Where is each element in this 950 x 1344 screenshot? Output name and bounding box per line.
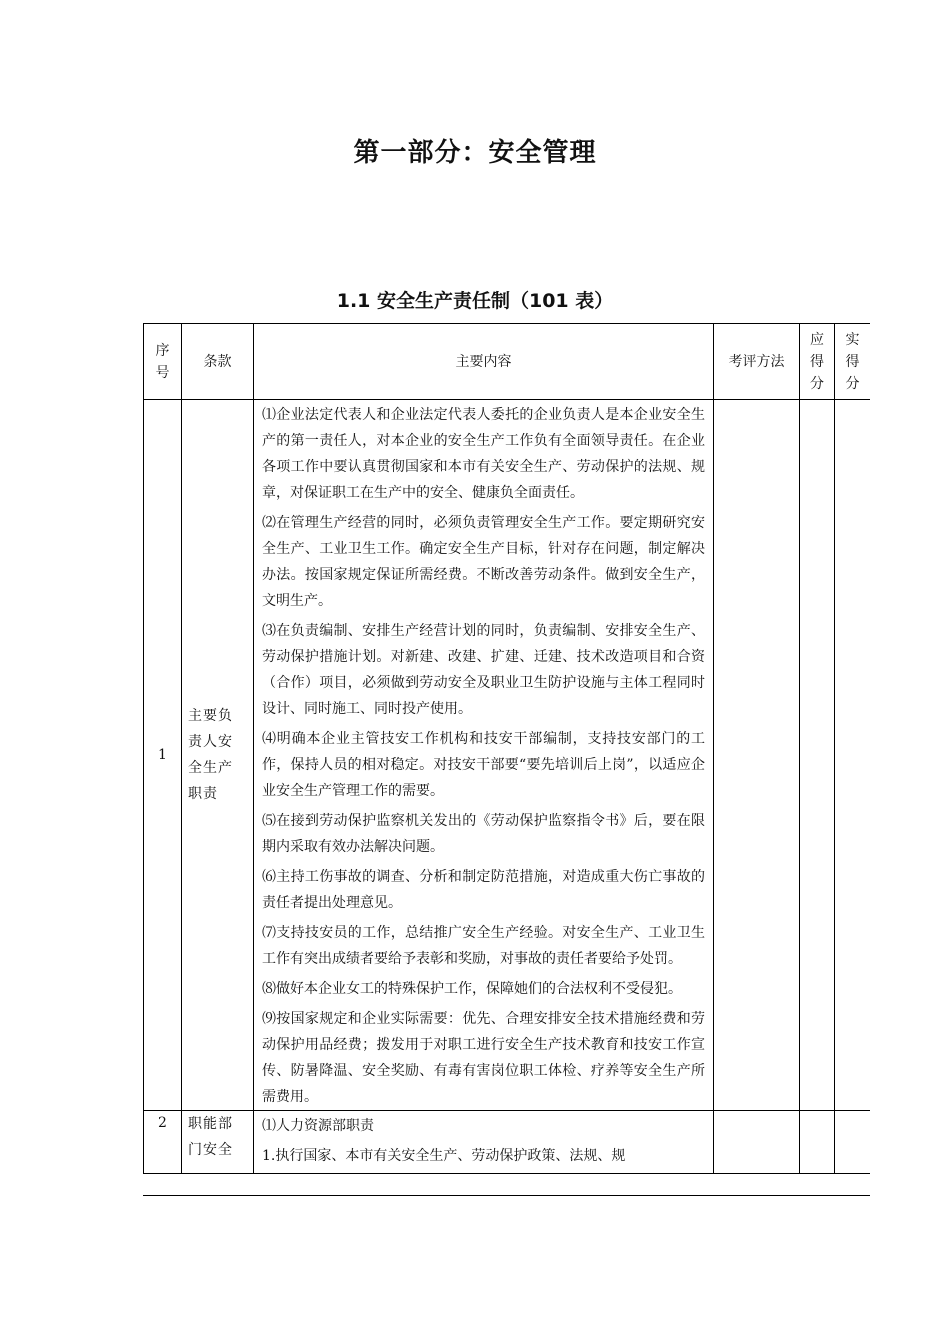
row-method <box>714 1111 800 1174</box>
content-item: ⑹主持工伤事故的调查、分析和制定防范措施，对造成重大伤亡事故的责任者提出处理意见。 <box>262 869 705 911</box>
row-due-score <box>800 400 835 1111</box>
header-actual-score <box>835 324 871 400</box>
header-content <box>254 324 714 400</box>
content-item: ⑷明确本企业主管技安工作机构和技安干部编制，支持技安部门的工作，保持人员的相对稳定。对技安干部要“要先培训后上岗”，以适应企业安全生产管理工作的需要。 <box>262 731 705 799</box>
content-item: 1.执行国家、本市有关安全生产、劳动保护政策、法规、规 <box>262 1148 626 1164</box>
row-actual-score <box>835 400 871 1111</box>
row-actual-score <box>835 1111 871 1174</box>
header-clause <box>182 324 254 400</box>
row-method <box>714 400 800 1111</box>
responsibility-table-frame <box>143 323 870 1196</box>
header-due-score-label: 应 得 分 <box>810 331 824 392</box>
content-item: ⑻做好本企业女工的特殊保护工作，保障她们的合法权利不受侵犯。 <box>262 981 682 997</box>
row-seq: 1 <box>144 400 182 1111</box>
header-due-score <box>800 324 835 400</box>
table-row <box>144 400 871 1111</box>
row-content <box>254 400 714 1111</box>
header-clause-label: 条款 <box>203 353 232 370</box>
row-clause: 主要负责人安全生产职责 <box>182 400 254 1111</box>
header-method <box>714 324 800 400</box>
row-due-score <box>800 1111 835 1174</box>
header-seq-label: 序 号 <box>155 342 170 381</box>
table-title: 1.1 安全生产责任制（101 表） <box>336 290 614 312</box>
header-seq <box>144 324 182 400</box>
responsibility-table <box>143 323 870 1174</box>
header-actual-score-label: 实 得 分 <box>845 331 860 392</box>
table-row <box>144 1111 871 1174</box>
row-content <box>254 1111 714 1174</box>
content-item: ⑸在接到劳动保护监察机关发出的《劳动保护监察指令书》后，要在限期内采取有效办法解决问题。 <box>262 813 705 855</box>
page-title: 第一部分：安全管理 <box>353 138 597 168</box>
content-item: ⑶在负责编制、安排生产经营计划的同时，负责编制、安排安全生产、劳动保护措施计划。对新建、改建、扩建、迁建、技术改造项目和合资（合作）项目，必须做到劳动安全及职业卫生防护设施与主体工程同时设计、同时施工、同时投产使用。 <box>262 623 705 717</box>
header-method-label: 考评方法 <box>728 353 785 370</box>
content-item: ⑵在管理生产经营的同时，必须负责管理安全生产工作。要定期研究安全生产、工业卫生工作。确定安全生产目标，针对存在问题，制定解决办法。按国家规定保证所需经费。不断改善劳动条件。做到安全生产，文明生产。 <box>262 515 705 609</box>
content-item: ⑼按国家规定和企业实际需要：优先、合理安排安全技术措施经费和劳动保护用品经费；拨发用于对职工进行安全生产技术教育和技安工作宣传、防暑降温、安全奖励、有毒有害岗位职工体检、疗养等安全生产所需费用。 <box>262 1011 705 1105</box>
row-seq: 2 <box>144 1111 182 1174</box>
row-clause: 职能部门安全 <box>182 1111 254 1174</box>
content-item: ⑺支持技安员的工作，总结推广安全生产经验。对安全生产、工业卫生工作有突出成绩者要给予表彰和奖励，对事故的责任者要给予处罚。 <box>262 925 705 967</box>
content-item: ⑴企业法定代表人和企业法定代表人委托的企业负责人是本企业安全生产的第一责任人，对本企业的安全生产工作负有全面领导责任。在企业各项工作中要认真贯彻国家和本市有关安全生产、劳动保护的法规、规章，对保证职工在生产中的安全、健康负全面责任。 <box>262 407 705 501</box>
header-content-label: 主要内容 <box>455 353 512 370</box>
content-item: ⑴人力资源部职责 <box>262 1118 374 1134</box>
table-header-row <box>144 324 871 400</box>
